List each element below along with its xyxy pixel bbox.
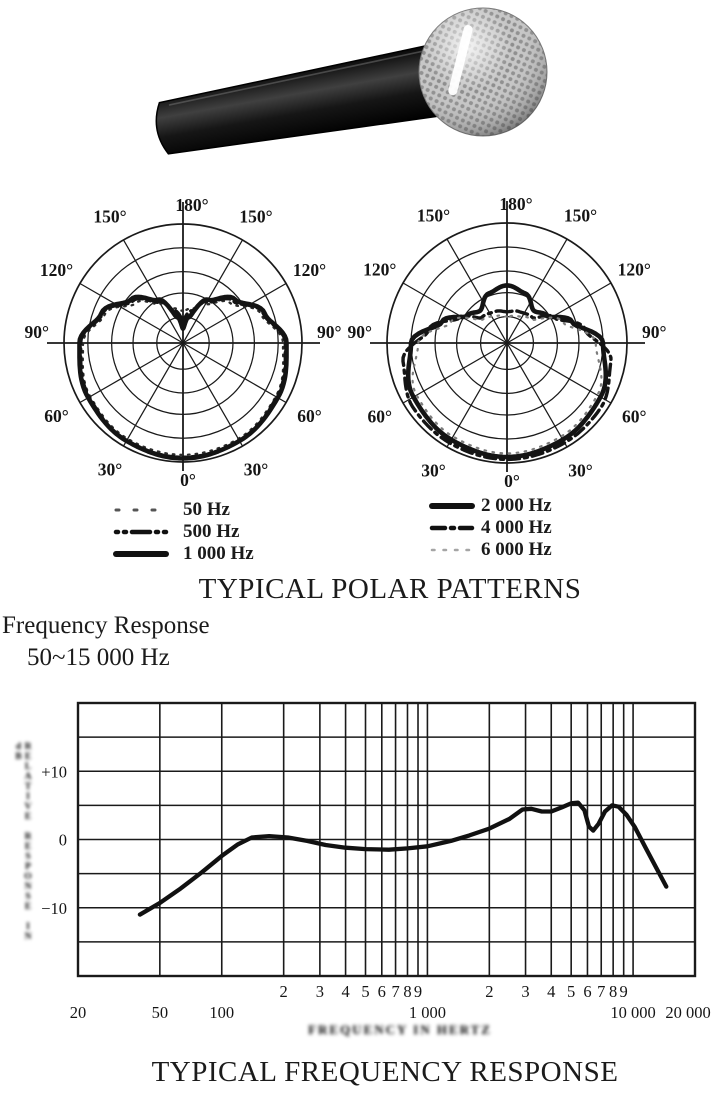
svg-text:4: 4 bbox=[547, 982, 556, 1001]
svg-text:30°: 30° bbox=[421, 460, 446, 481]
svg-text:5: 5 bbox=[567, 982, 576, 1001]
svg-text:1 000: 1 000 bbox=[408, 1003, 446, 1022]
svg-text:9: 9 bbox=[413, 982, 423, 1001]
svg-text:0°: 0° bbox=[504, 471, 520, 491]
svg-text:120°: 120° bbox=[617, 259, 651, 280]
svg-text:8: 8 bbox=[403, 982, 412, 1001]
y-axis-label: RELATIVE RESPONSE IN dB bbox=[13, 742, 33, 942]
svg-text:100: 100 bbox=[209, 1003, 235, 1022]
svg-text:30°: 30° bbox=[568, 460, 593, 481]
legend-label: 500 Hz bbox=[183, 521, 240, 542]
legend-line-sample bbox=[428, 522, 476, 534]
svg-text:120°: 120° bbox=[292, 260, 327, 280]
svg-text:4: 4 bbox=[341, 982, 350, 1001]
svg-text:150°: 150° bbox=[563, 205, 598, 226]
polar-legend-low bbox=[112, 499, 254, 565]
svg-text:150°: 150° bbox=[239, 206, 273, 227]
polar-pattern-low bbox=[25, 195, 342, 490]
svg-text:3: 3 bbox=[315, 982, 325, 1001]
legend-item bbox=[112, 499, 254, 521]
svg-text:6: 6 bbox=[583, 982, 592, 1001]
legend-item bbox=[428, 539, 552, 561]
svg-text:20 000: 20 000 bbox=[665, 1003, 711, 1022]
svg-text:7: 7 bbox=[391, 982, 400, 1001]
svg-text:7: 7 bbox=[597, 982, 606, 1001]
svg-text:150°: 150° bbox=[93, 206, 127, 227]
svg-text:180°: 180° bbox=[175, 195, 209, 215]
svg-text:+10: +10 bbox=[41, 762, 67, 782]
svg-text:180°: 180° bbox=[499, 194, 533, 214]
microphone-photo bbox=[151, 8, 547, 165]
svg-text:50: 50 bbox=[151, 1003, 169, 1022]
legend-line-sample bbox=[112, 504, 170, 516]
svg-text:10 000: 10 000 bbox=[610, 1003, 656, 1022]
legend-label: 4 000 Hz bbox=[481, 517, 552, 538]
legend-item bbox=[428, 517, 552, 539]
frequency-response-range: 50~15 000 Hz bbox=[27, 644, 170, 671]
svg-text:8: 8 bbox=[609, 982, 618, 1001]
svg-text:90°: 90° bbox=[347, 322, 372, 342]
legend-line-sample bbox=[112, 526, 170, 538]
legend-label: 1 000 Hz bbox=[183, 543, 254, 564]
svg-text:30°: 30° bbox=[243, 459, 269, 480]
svg-text:6: 6 bbox=[377, 982, 386, 1001]
svg-text:60°: 60° bbox=[622, 406, 647, 427]
svg-text:2: 2 bbox=[279, 982, 288, 1001]
frequency-response-chart bbox=[41, 703, 711, 1022]
legend-label: 50 Hz bbox=[183, 499, 230, 520]
svg-text:30°: 30° bbox=[97, 459, 123, 480]
frequency-section-title: TYPICAL FREQUENCY RESPONSE bbox=[151, 1056, 619, 1088]
svg-text:150°: 150° bbox=[416, 205, 451, 226]
legend-line-sample bbox=[428, 544, 476, 556]
svg-text:3: 3 bbox=[521, 982, 530, 1001]
svg-text:0: 0 bbox=[58, 830, 67, 850]
svg-text:60°: 60° bbox=[44, 406, 69, 426]
svg-text:9: 9 bbox=[619, 982, 628, 1001]
svg-text:2: 2 bbox=[485, 982, 494, 1001]
polar-legend-high bbox=[428, 495, 552, 561]
svg-text:0°: 0° bbox=[180, 470, 196, 490]
x-axis-label: FREQUENCY IN HERTZ bbox=[308, 1022, 492, 1037]
legend-item bbox=[112, 543, 254, 565]
polar-pattern-high bbox=[348, 194, 667, 491]
svg-text:5: 5 bbox=[361, 982, 370, 1001]
polar-section-title: TYPICAL POLAR PATTERNS bbox=[198, 573, 582, 605]
svg-text:−10: −10 bbox=[41, 898, 67, 918]
legend-label: 6 000 Hz bbox=[481, 539, 552, 560]
svg-text:120°: 120° bbox=[39, 260, 74, 280]
legend-line-sample bbox=[112, 548, 170, 560]
svg-text:60°: 60° bbox=[367, 406, 392, 427]
svg-text:20: 20 bbox=[69, 1003, 87, 1022]
svg-text:60°: 60° bbox=[297, 406, 322, 426]
legend-item bbox=[112, 521, 254, 543]
svg-text:90°: 90° bbox=[24, 322, 49, 342]
legend-label: 2 000 Hz bbox=[481, 495, 552, 516]
legend-line-sample bbox=[428, 500, 476, 512]
frequency-response-heading: Frequency Response bbox=[2, 612, 210, 639]
svg-text:90°: 90° bbox=[317, 322, 342, 342]
legend-item bbox=[428, 495, 552, 517]
svg-text:120°: 120° bbox=[363, 259, 397, 280]
svg-text:90°: 90° bbox=[642, 322, 667, 342]
